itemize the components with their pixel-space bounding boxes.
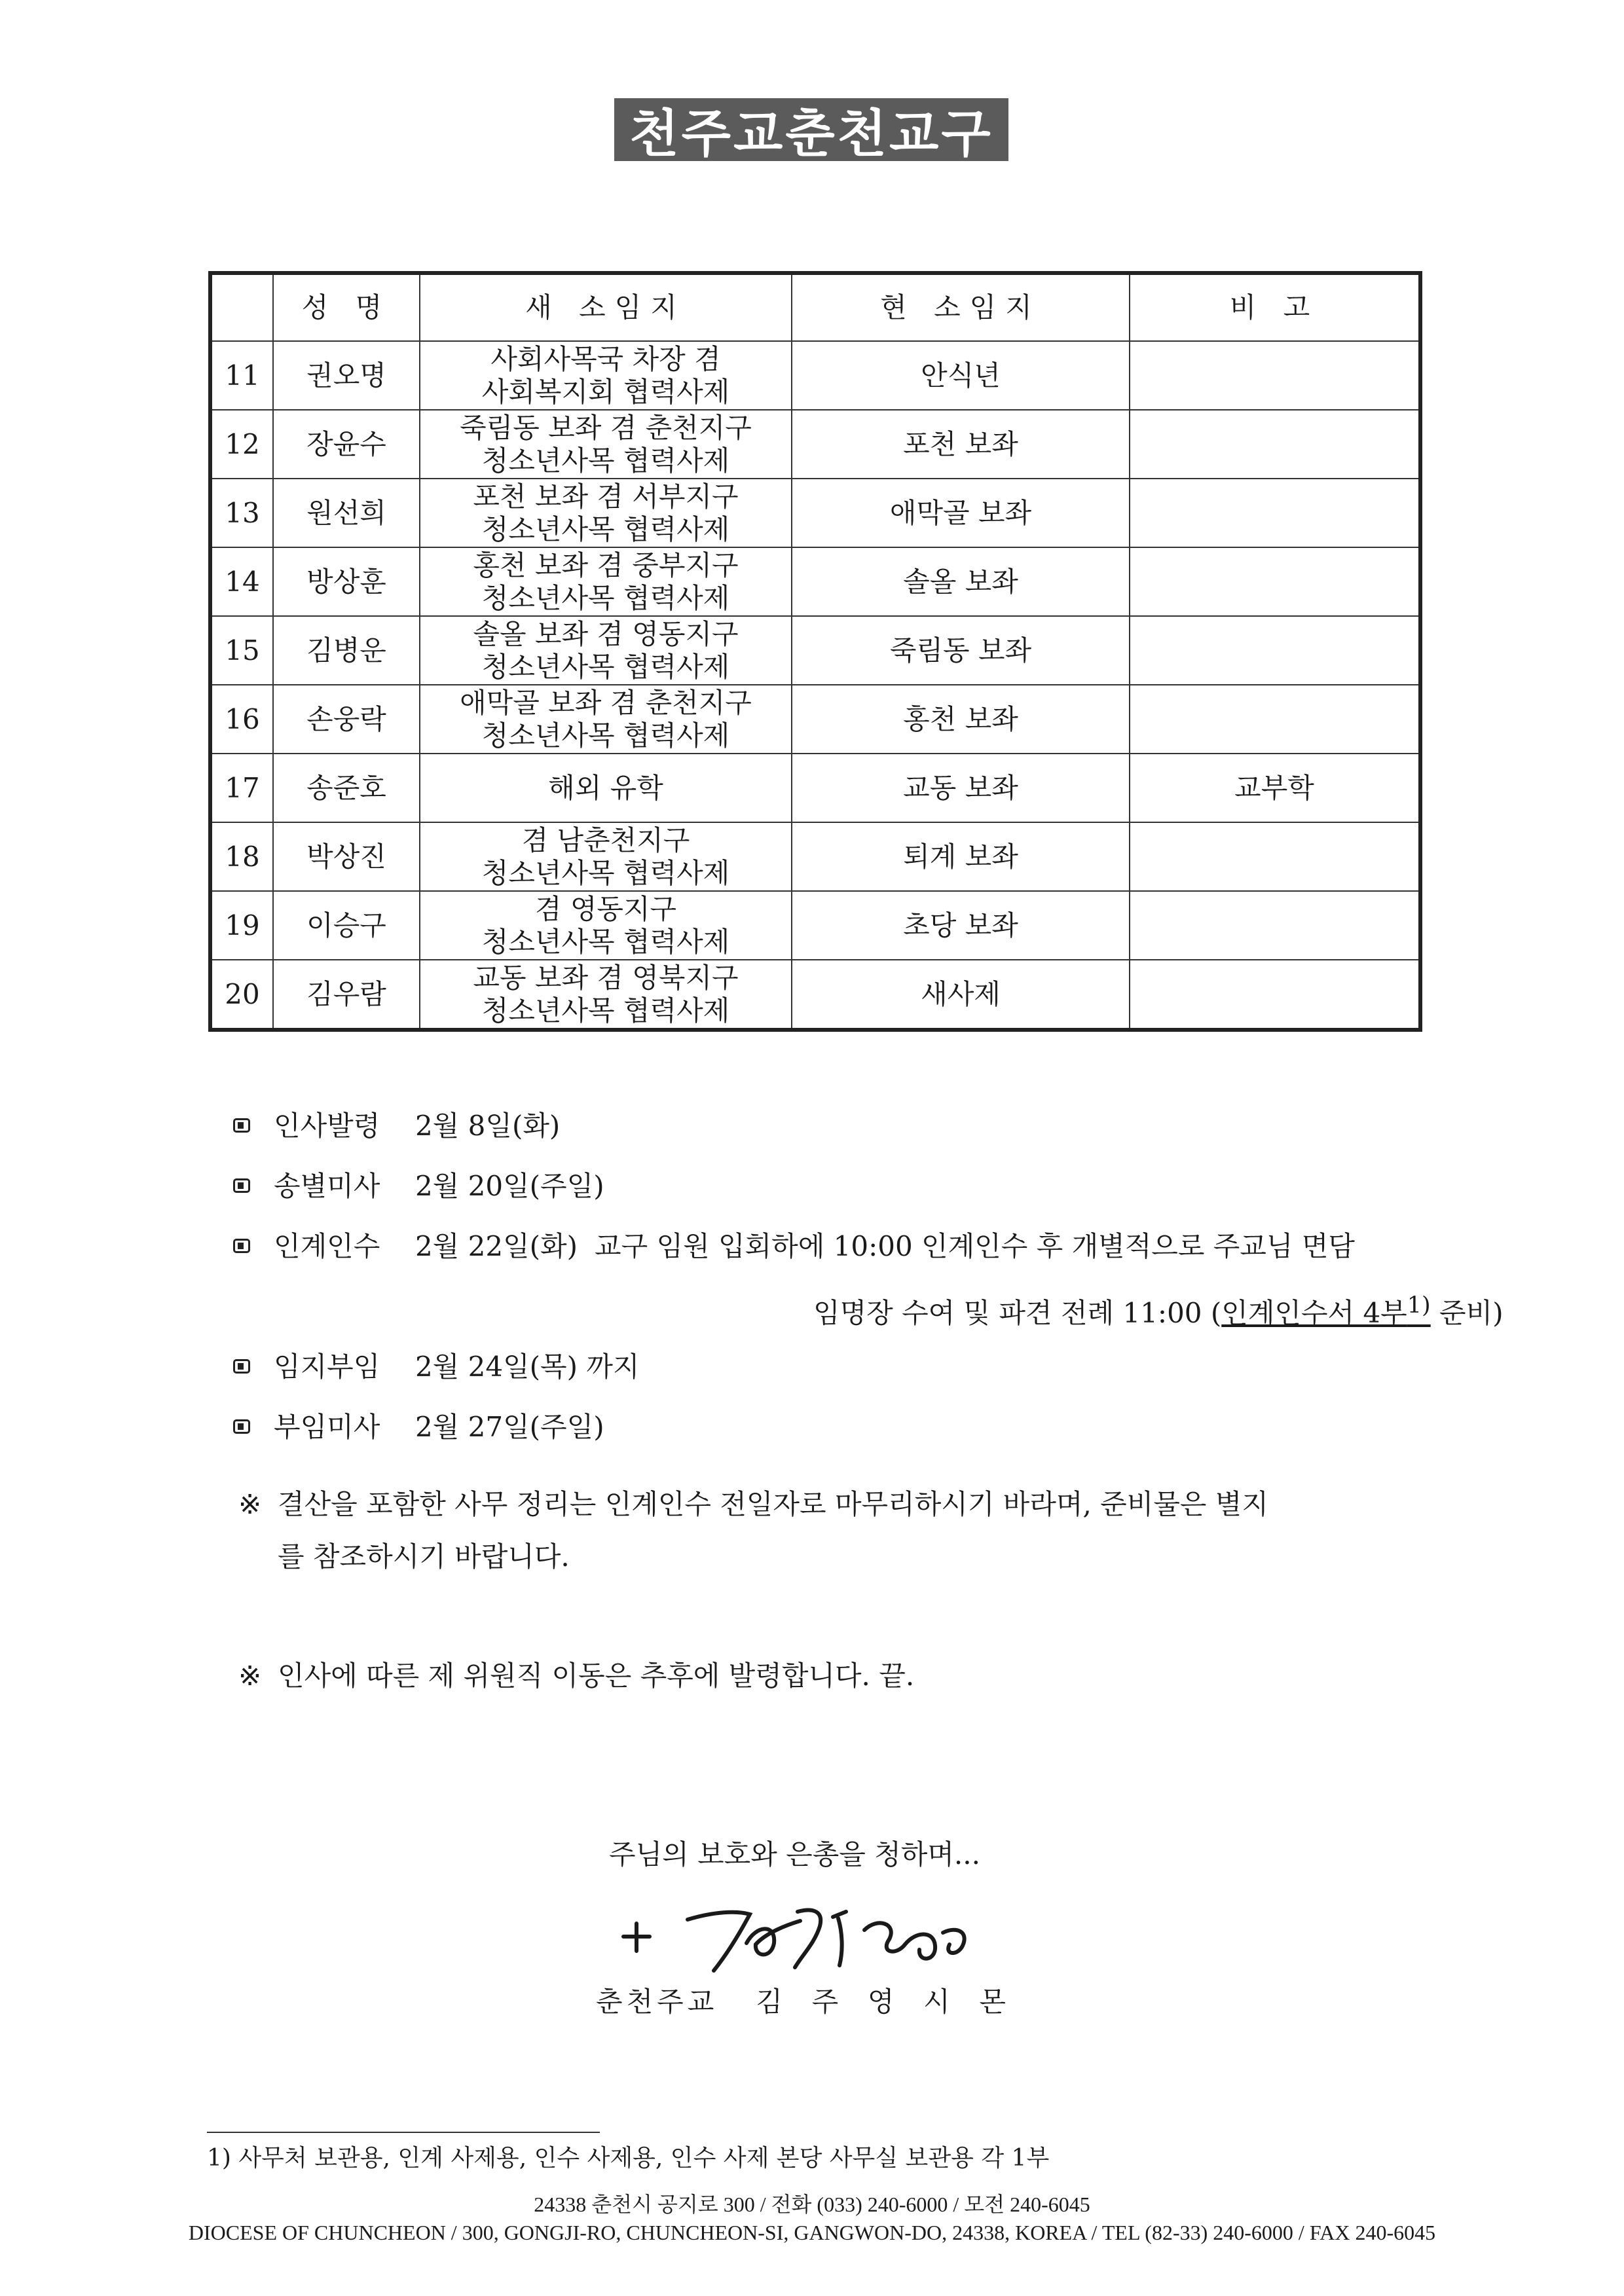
current-post: 새사제 (792, 960, 1130, 1030)
row-number: 19 (210, 891, 273, 960)
priest-name: 박상진 (273, 822, 420, 891)
bullet-icon (233, 1359, 250, 1374)
remarks (1130, 479, 1420, 547)
new-post-line: 포천 보좌 겸 서부지구 (473, 480, 739, 513)
remarks (1130, 685, 1420, 754)
new-post (420, 891, 792, 960)
bullet-icon (233, 1419, 250, 1434)
schedule-item-farewell-mass (231, 1167, 1475, 1227)
new-post (420, 341, 792, 410)
schedule-label: 부임미사 (274, 1411, 380, 1443)
address-korean: 24338 춘천시 공지로 300 / 전화 (033) 240-6000 / 모전 240-6045 (534, 2193, 1090, 2216)
schedule-date: 2월 22일(화) (415, 1230, 578, 1262)
current-post: 죽림동 보좌 (792, 616, 1130, 685)
row-number: 20 (210, 960, 273, 1030)
reference-mark-icon: ※ (238, 1488, 262, 1520)
note-text: 결산을 포함한 사무 정리는 인계인수 전일자로 마무리하시기 바라며, 준비물은 별지 (278, 1488, 1268, 1520)
new-post-line: 홍천 보좌 겸 중부지구 (473, 549, 739, 581)
priest-name: 방상훈 (273, 547, 420, 616)
note-text: 인사에 따른 제 위원직 이동은 추후에 발령합니다. 끝. (278, 1660, 915, 1692)
schedule-date: 2월 24일(목) 까지 (415, 1351, 640, 1383)
schedule-detail-continued (813, 1286, 1504, 1333)
schedule-label: 인계인수 (274, 1230, 380, 1262)
row-number: 13 (210, 479, 273, 547)
new-post-line: 청소년사목 협력사제 (481, 650, 730, 683)
footnote-ref: 1) (1407, 1292, 1431, 1319)
note-settlement (238, 1478, 1469, 1583)
table-row (210, 341, 1420, 410)
schedule-list (231, 1106, 1504, 1468)
new-post (420, 754, 792, 822)
new-post (420, 822, 792, 891)
priest-name: 손웅락 (273, 685, 420, 754)
appointments-table-header (210, 273, 1420, 341)
priest-name: 송준호 (273, 754, 420, 822)
column-header-number (210, 273, 273, 341)
table-row (210, 479, 1420, 547)
remarks (1130, 616, 1420, 685)
schedule-item-installation-mass (231, 1408, 1475, 1468)
column-header-remarks: 비 고 (1130, 273, 1420, 341)
new-post (420, 616, 792, 685)
current-post: 애막골 보좌 (792, 479, 1130, 547)
table-row (210, 960, 1420, 1030)
remarks (1130, 960, 1420, 1030)
priest-name: 권오명 (273, 341, 420, 410)
remarks (1130, 410, 1420, 479)
handover-document-label: 인계인수서 4부 (1221, 1297, 1407, 1329)
schedule-date: 2월 8일(화) (415, 1110, 561, 1142)
remarks (1130, 547, 1420, 616)
priest-name: 장윤수 (273, 410, 420, 479)
new-post-line: 청소년사목 협력사제 (481, 856, 730, 889)
bishop-signature (616, 1892, 982, 1977)
current-post: 퇴계 보좌 (792, 822, 1130, 891)
ceremony-text: 임명장 수여 및 파견 전례 11:00 ( (813, 1297, 1222, 1329)
new-post-line: 청소년사목 협력사제 (481, 994, 730, 1027)
new-post-line: 청소년사목 협력사제 (481, 513, 730, 545)
new-post-line: 청소년사목 협력사제 (481, 719, 730, 752)
row-number: 12 (210, 410, 273, 479)
table-row (210, 410, 1420, 479)
priest-name: 김병운 (273, 616, 420, 685)
new-post (420, 685, 792, 754)
new-post-line: 해외 유학 (548, 771, 663, 804)
table-row (210, 616, 1420, 685)
current-post: 홍천 보좌 (792, 685, 1130, 754)
diocese-name: 천주교춘천교구 (629, 105, 993, 164)
note-committee-transfer (238, 1650, 1469, 1702)
new-post-line: 죽림동 보좌 겸 춘천지구 (460, 411, 752, 444)
remarks (1130, 341, 1420, 410)
schedule-date: 2월 27일(주일) (415, 1411, 604, 1443)
new-post (420, 960, 792, 1030)
new-post (420, 410, 792, 479)
table-row (210, 685, 1420, 754)
reference-mark-icon: ※ (238, 1660, 262, 1692)
new-post-line: 청소년사목 협력사제 (481, 581, 730, 614)
new-post-line: 애막골 보좌 겸 춘천지구 (460, 686, 752, 719)
schedule-label: 임지부임 (274, 1351, 380, 1383)
table-row (210, 547, 1420, 616)
schedule-detail: 교구 임원 입회하에 10:00 인계인수 후 개별적으로 주교님 면담 (595, 1230, 1355, 1262)
new-post (420, 547, 792, 616)
schedule-item-handover (231, 1227, 1504, 1347)
row-number: 11 (210, 341, 273, 410)
appointments-table (208, 271, 1422, 1032)
table-row (210, 754, 1420, 822)
schedule-label: 송별미사 (274, 1170, 380, 1202)
new-post-line: 솔올 보좌 겸 영동지구 (473, 617, 739, 650)
footnote: 1) 사무처 보관용, 인계 사제용, 인수 사제용, 인수 사제 본당 사무실 보관용 각 1부 (207, 2145, 1050, 2172)
bullet-icon (233, 1118, 250, 1133)
row-number: 14 (210, 547, 273, 616)
appointments-table-body (210, 341, 1420, 1030)
handover-document-ref (1221, 1292, 1431, 1329)
current-post: 초당 보좌 (792, 891, 1130, 960)
table-row (210, 822, 1420, 891)
current-post: 안식년 (792, 341, 1130, 410)
priest-name: 원선희 (273, 479, 420, 547)
column-header-current-post: 현 소임지 (792, 273, 1130, 341)
new-post-line: 청소년사목 협력사제 (481, 444, 730, 477)
footnote-divider (207, 2132, 600, 2133)
schedule-date: 2월 20일(주일) (415, 1170, 604, 1202)
priest-name: 김우람 (273, 960, 420, 1030)
address-english: DIOCESE OF CHUNCHEON / 300, GONGJI-RO, CHUNCHEON-SI, GANGWON-DO, 24338, KOREA / TEL (82-33) 240-6000 / FAX 240-6045 (188, 2221, 1436, 2244)
row-number: 17 (210, 754, 273, 822)
bullet-icon (233, 1178, 250, 1193)
new-post-line: 교동 보좌 겸 영북지구 (473, 961, 739, 994)
closing-blessing: 주님의 보호와 은총을 청하며... (609, 1838, 980, 1870)
diocese-header-logo (614, 98, 1008, 164)
signer-name: 춘천주교 김 주 영 시 몬 (596, 1986, 1010, 2018)
new-post-line: 겸 영동지구 (534, 892, 677, 925)
new-post-line: 겸 남춘천지구 (521, 824, 690, 856)
row-number: 15 (210, 616, 273, 685)
table-row (210, 891, 1420, 960)
new-post (420, 479, 792, 547)
remarks (1130, 891, 1420, 960)
new-post-line: 사회사목국 차장 겸 (490, 342, 721, 375)
prepare-text: 준비) (1430, 1297, 1504, 1329)
priest-name: 이승구 (273, 891, 420, 960)
bullet-icon (233, 1239, 250, 1253)
column-header-new-post: 새 소임지 (420, 273, 792, 341)
current-post: 교동 보좌 (792, 754, 1130, 822)
row-number: 16 (210, 685, 273, 754)
column-header-name: 성 명 (273, 273, 420, 341)
schedule-item-arrival (231, 1347, 1475, 1408)
note-text-continued: 를 참조하시기 바랍니다. (278, 1540, 570, 1573)
schedule-item-appointment (231, 1106, 1475, 1167)
current-post: 포천 보좌 (792, 410, 1130, 479)
schedule-label: 인사발령 (274, 1110, 380, 1142)
new-post-line: 청소년사목 협력사제 (481, 925, 730, 958)
remarks: 교부학 (1130, 754, 1420, 822)
current-post: 솔올 보좌 (792, 547, 1130, 616)
new-post-line: 사회복지회 협력사제 (481, 375, 730, 408)
remarks (1130, 822, 1420, 891)
row-number: 18 (210, 822, 273, 891)
